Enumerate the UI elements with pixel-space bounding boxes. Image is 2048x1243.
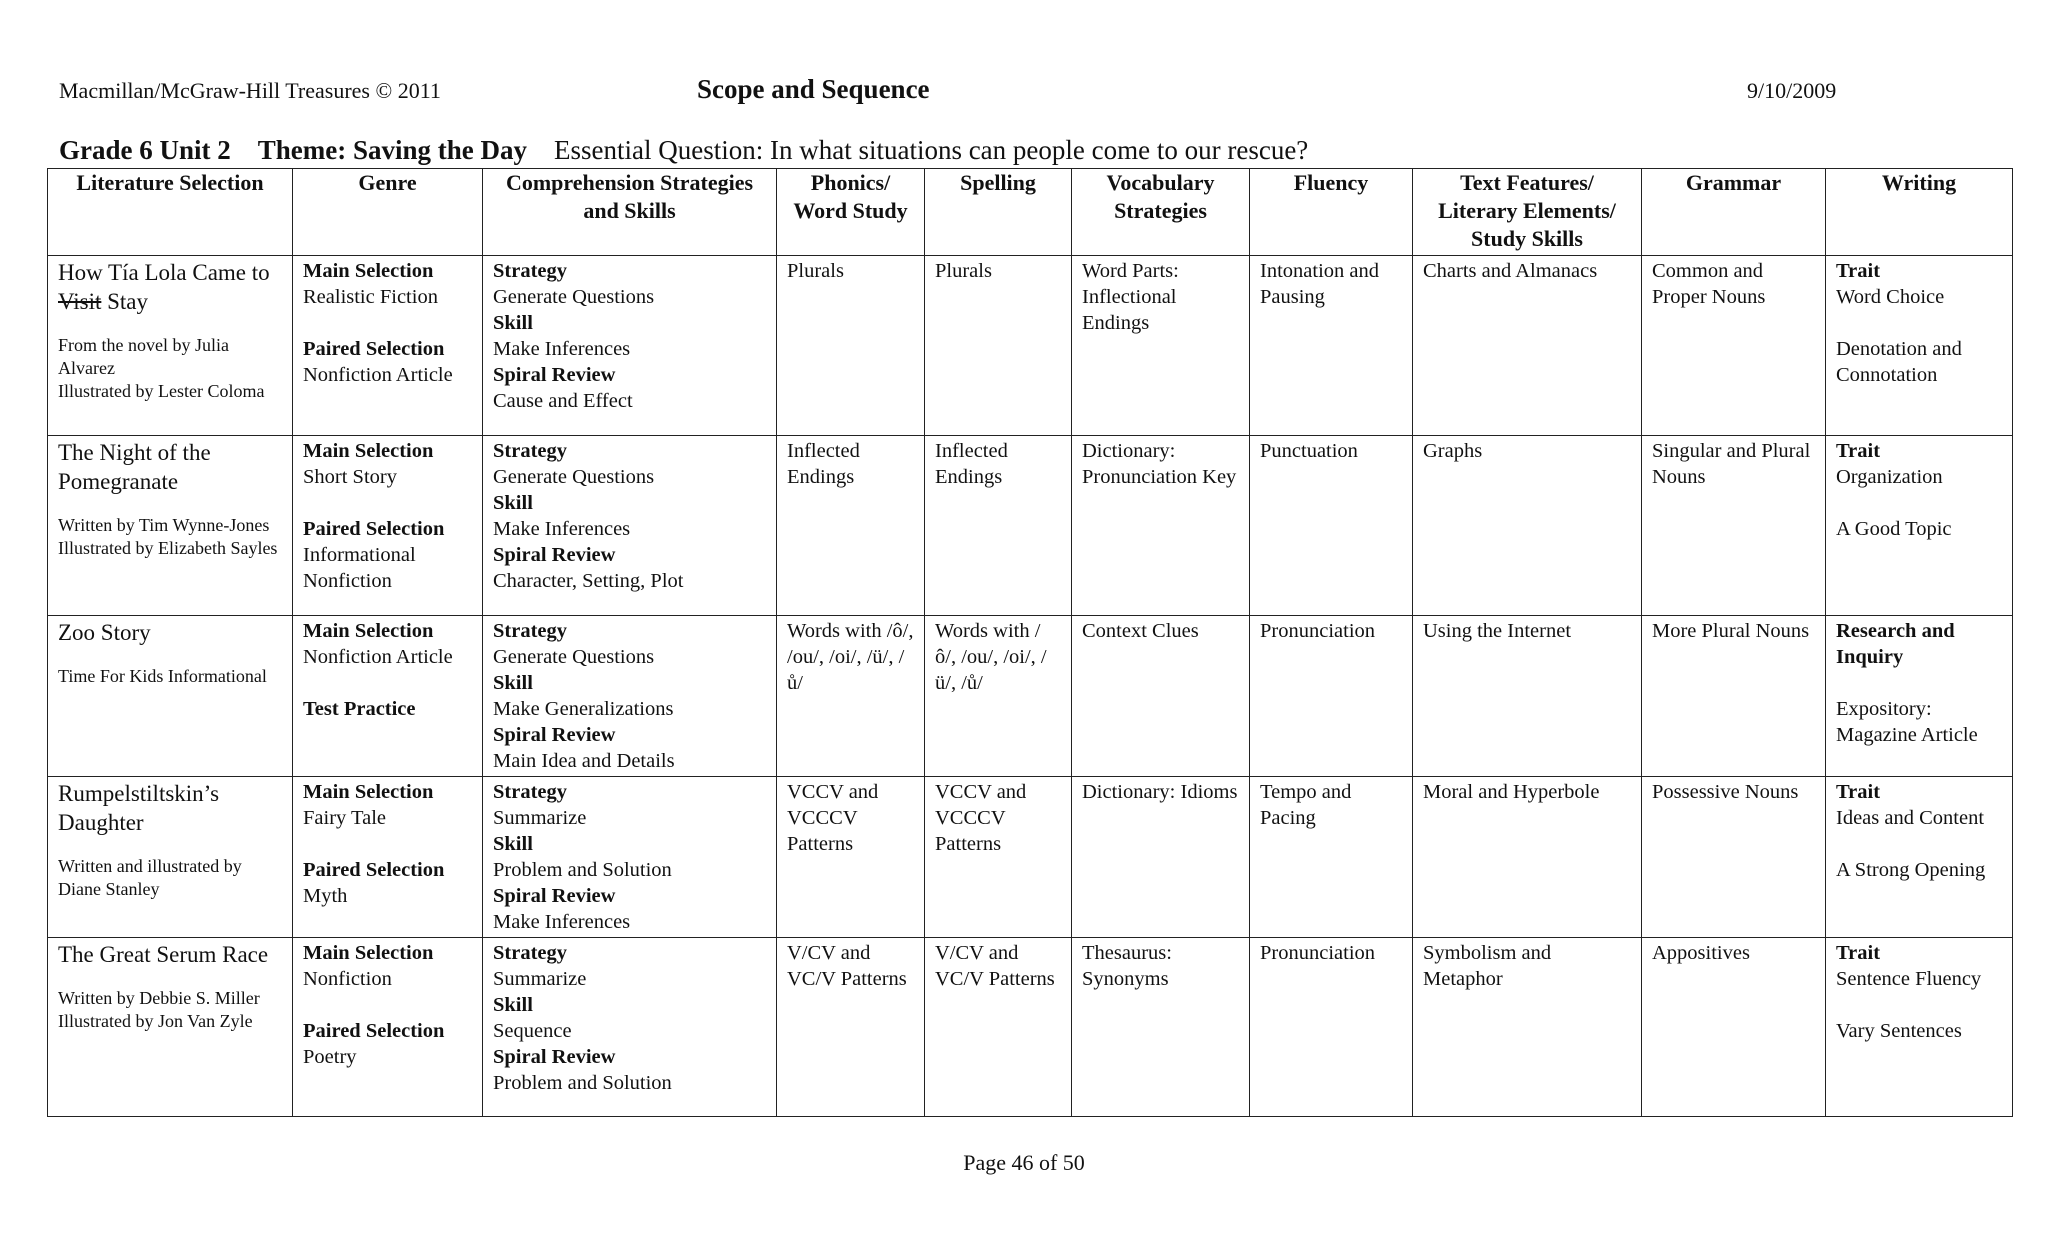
genre-cell <box>293 436 483 616</box>
genre-label: Main Selection <box>303 260 434 282</box>
genre-label: Test Practice <box>303 698 416 720</box>
spelling-cell: Words with /ô/, /ou/, /oi/, /ü/, /ů/ <box>925 616 1072 777</box>
comp-label: Skill <box>493 492 533 514</box>
page-number: Page 46 of 50 <box>963 1150 1085 1175</box>
fluency-cell: Pronunciation <box>1250 938 1413 1117</box>
unit-theme: Theme: Saving the Day <box>257 135 527 165</box>
col-header: Comprehension Strategies and Skills <box>483 169 777 256</box>
selection-title: The Great Serum Race <box>58 942 269 967</box>
col-header: Text Features/ Literary Elements/ Study Skills <box>1413 169 1642 256</box>
writing-cell <box>1826 436 2013 616</box>
grammar-cell: Common and Proper Nouns <box>1642 256 1826 436</box>
spelling-cell: V/CV and VC/V Patterns <box>925 938 1072 1117</box>
spelling-cell: Plurals <box>925 256 1072 436</box>
col-header: Phonics/ Word Study <box>777 169 925 256</box>
document-date: 9/10/2009 <box>1747 78 1837 103</box>
comprehension-cell <box>483 938 777 1117</box>
genre-label: Paired Selection <box>303 859 445 881</box>
comp-value: Generate Questions <box>493 286 655 308</box>
writing-value: Ideas and Content <box>1836 807 1985 829</box>
comp-value: Generate Questions <box>493 646 655 668</box>
comp-value: Make Inferences <box>493 911 631 933</box>
writing-cell <box>1826 938 2013 1117</box>
genre-label: Paired Selection <box>303 1020 445 1042</box>
col-header: Vocabulary Strategies <box>1072 169 1250 256</box>
comp-label: Spiral Review <box>493 1046 616 1068</box>
genre-label: Main Selection <box>303 942 434 964</box>
comp-value: Problem and Solution <box>493 1072 672 1094</box>
genre-value: Nonfiction <box>303 968 392 990</box>
table-row <box>48 777 2013 938</box>
table-row <box>48 616 2013 777</box>
author-line: Illustrated by Lester Coloma <box>58 381 265 401</box>
comp-value: Problem and Solution <box>493 859 672 881</box>
author-line: From the novel by Julia Alvarez <box>58 335 229 378</box>
genre-value: Realistic Fiction <box>303 286 438 308</box>
genre-value: Short Story <box>303 466 397 488</box>
author-text <box>58 665 282 688</box>
selection-title: Rumpelstiltskin’s Daughter <box>58 781 220 835</box>
writing-cell <box>1826 777 2013 938</box>
comp-label: Strategy <box>493 942 568 964</box>
writing-label: Trait <box>1836 260 1881 282</box>
comp-label: Skill <box>493 672 533 694</box>
fluency-cell: Pronunciation <box>1250 616 1413 777</box>
genre-label: Main Selection <box>303 781 434 803</box>
text-features-cell: Charts and Almanacs <box>1413 256 1642 436</box>
literature-cell <box>48 938 293 1117</box>
col-header: Grammar <box>1642 169 1826 256</box>
comp-label: Skill <box>493 312 533 334</box>
comp-label: Spiral Review <box>493 724 616 746</box>
fluency-cell: Tempo and Pacing <box>1250 777 1413 938</box>
table-row <box>48 256 2013 436</box>
author-line: Written by Debbie S. Miller <box>58 988 260 1008</box>
header-row <box>48 169 2013 256</box>
table-row <box>48 436 2013 616</box>
genre-value: Fairy Tale <box>303 807 387 829</box>
comp-value: Make Inferences <box>493 338 631 360</box>
comp-label: Spiral Review <box>493 544 616 566</box>
vocabulary-cell: Thesaurus: Synonyms <box>1072 938 1250 1117</box>
comp-value: Cause and Effect <box>493 390 633 412</box>
document-title: Scope and Sequence <box>697 74 930 104</box>
phonics-cell: Plurals <box>777 256 925 436</box>
comp-value: Summarize <box>493 807 587 829</box>
literature-cell <box>48 616 293 777</box>
grammar-cell: Possessive Nouns <box>1642 777 1826 938</box>
comprehension-cell <box>483 436 777 616</box>
writing-value: Denotation and Connotation <box>1836 338 1962 386</box>
vocabulary-cell: Context Clues <box>1072 616 1250 777</box>
comp-label: Spiral Review <box>493 364 616 386</box>
genre-label: Main Selection <box>303 620 434 642</box>
genre-value: Nonfiction Article <box>303 364 453 386</box>
text-features-cell: Symbolism and Metaphor <box>1413 938 1642 1117</box>
title-text: How Tía Lola Came to <box>58 260 270 285</box>
literature-cell <box>48 777 293 938</box>
genre-value: Informational Nonfiction <box>303 544 416 592</box>
genre-label: Main Selection <box>303 440 434 462</box>
author-line: Illustrated by Elizabeth Sayles <box>58 538 278 558</box>
author-text <box>58 334 282 403</box>
genre-cell <box>293 777 483 938</box>
text-features-cell: Using the Internet <box>1413 616 1642 777</box>
literature-cell <box>48 436 293 616</box>
comp-value: Main Idea and Details <box>493 750 675 772</box>
phonics-cell: VCCV and VCCCV Patterns <box>777 777 925 938</box>
author-line: Time For Kids Informational <box>58 666 267 686</box>
writing-label: Trait <box>1836 942 1881 964</box>
comp-label: Strategy <box>493 620 568 642</box>
writing-value: Word Choice <box>1836 286 1945 308</box>
comp-label: Strategy <box>493 260 568 282</box>
writing-value: Organization <box>1836 466 1943 488</box>
comp-label: Strategy <box>493 781 568 803</box>
text-features-cell: Graphs <box>1413 436 1642 616</box>
genre-value: Poetry <box>303 1046 357 1068</box>
col-header: Writing <box>1826 169 2013 256</box>
selection-title <box>58 258 282 316</box>
unit-heading <box>59 135 1308 166</box>
vocabulary-cell: Word Parts: Inflectional Endings <box>1072 256 1250 436</box>
comp-value: Character, Setting, Plot <box>493 570 684 592</box>
writing-cell <box>1826 256 2013 436</box>
writing-label: Trait <box>1836 440 1881 462</box>
fluency-cell: Intonation and Pausing <box>1250 256 1413 436</box>
vocabulary-cell: Dictionary: Idioms <box>1072 777 1250 938</box>
literature-cell <box>48 256 293 436</box>
author-line: Written by Tim Wynne-Jones <box>58 515 270 535</box>
genre-cell <box>293 256 483 436</box>
genre-label: Paired Selection <box>303 518 445 540</box>
genre-cell <box>293 938 483 1117</box>
comp-label: Strategy <box>493 440 568 462</box>
writing-cell <box>1826 616 2013 777</box>
comp-value: Make Generalizations <box>493 698 674 720</box>
writing-label: Research and Inquiry <box>1836 620 1955 668</box>
grammar-cell: More Plural Nouns <box>1642 616 1826 777</box>
text-features-cell: Moral and Hyperbole <box>1413 777 1642 938</box>
writing-value: Expository: Magazine Article <box>1836 698 1978 746</box>
title-text: Stay <box>101 289 148 314</box>
grade-unit: Grade 6 Unit 2 <box>59 135 231 165</box>
fluency-cell: Punctuation <box>1250 436 1413 616</box>
author-text <box>58 514 282 560</box>
spelling-cell: Inflected Endings <box>925 436 1072 616</box>
comp-value: Generate Questions <box>493 466 655 488</box>
grammar-cell: Appositives <box>1642 938 1826 1117</box>
comp-label: Skill <box>493 833 533 855</box>
author-line: Illustrated by Jon Van Zyle <box>58 1011 253 1031</box>
col-header: Spelling <box>925 169 1072 256</box>
scope-table <box>47 168 2013 1117</box>
comprehension-cell <box>483 256 777 436</box>
col-header: Fluency <box>1250 169 1413 256</box>
table-row <box>48 938 2013 1117</box>
selection-title: Zoo Story <box>58 620 151 645</box>
genre-label: Paired Selection <box>303 338 445 360</box>
genre-cell <box>293 616 483 777</box>
spelling-cell: VCCV and VCCCV Patterns <box>925 777 1072 938</box>
comp-value: Make Inferences <box>493 518 631 540</box>
genre-value: Nonfiction Article <box>303 646 453 668</box>
phonics-cell: Inflected Endings <box>777 436 925 616</box>
writing-value: A Good Topic <box>1836 518 1952 540</box>
comp-value: Sequence <box>493 1020 572 1042</box>
author-line: Written and illustrated by Diane Stanley <box>58 856 242 899</box>
col-header: Genre <box>293 169 483 256</box>
comp-label: Skill <box>493 994 533 1016</box>
author-text <box>58 987 282 1033</box>
essential-question: Essential Question: In what situations can people come to our rescue? <box>554 135 1309 165</box>
comprehension-cell <box>483 777 777 938</box>
vocabulary-cell: Dictionary: Pronunciation Key <box>1072 436 1250 616</box>
title-strike-text: Visit <box>58 289 102 314</box>
phonics-cell: Words with /ô/, /ou/, /oi/, /ü/, /ů/ <box>777 616 925 777</box>
comp-label: Spiral Review <box>493 885 616 907</box>
comprehension-cell <box>483 616 777 777</box>
comp-value: Summarize <box>493 968 587 990</box>
writing-value: A Strong Opening <box>1836 859 1986 881</box>
author-text <box>58 855 282 901</box>
phonics-cell: V/CV and VC/V Patterns <box>777 938 925 1117</box>
page-header <box>59 74 1859 114</box>
grammar-cell: Singular and Plural Nouns <box>1642 436 1826 616</box>
writing-value: Sentence Fluency <box>1836 968 1982 990</box>
col-header: Literature Selection <box>48 169 293 256</box>
publisher-text: Macmillan/McGraw-Hill Treasures © 2011 <box>59 78 441 103</box>
writing-value: Vary Sentences <box>1836 1020 1962 1042</box>
selection-title: The Night of the Pomegranate <box>58 440 211 494</box>
genre-value: Myth <box>303 885 348 907</box>
writing-label: Trait <box>1836 781 1881 803</box>
